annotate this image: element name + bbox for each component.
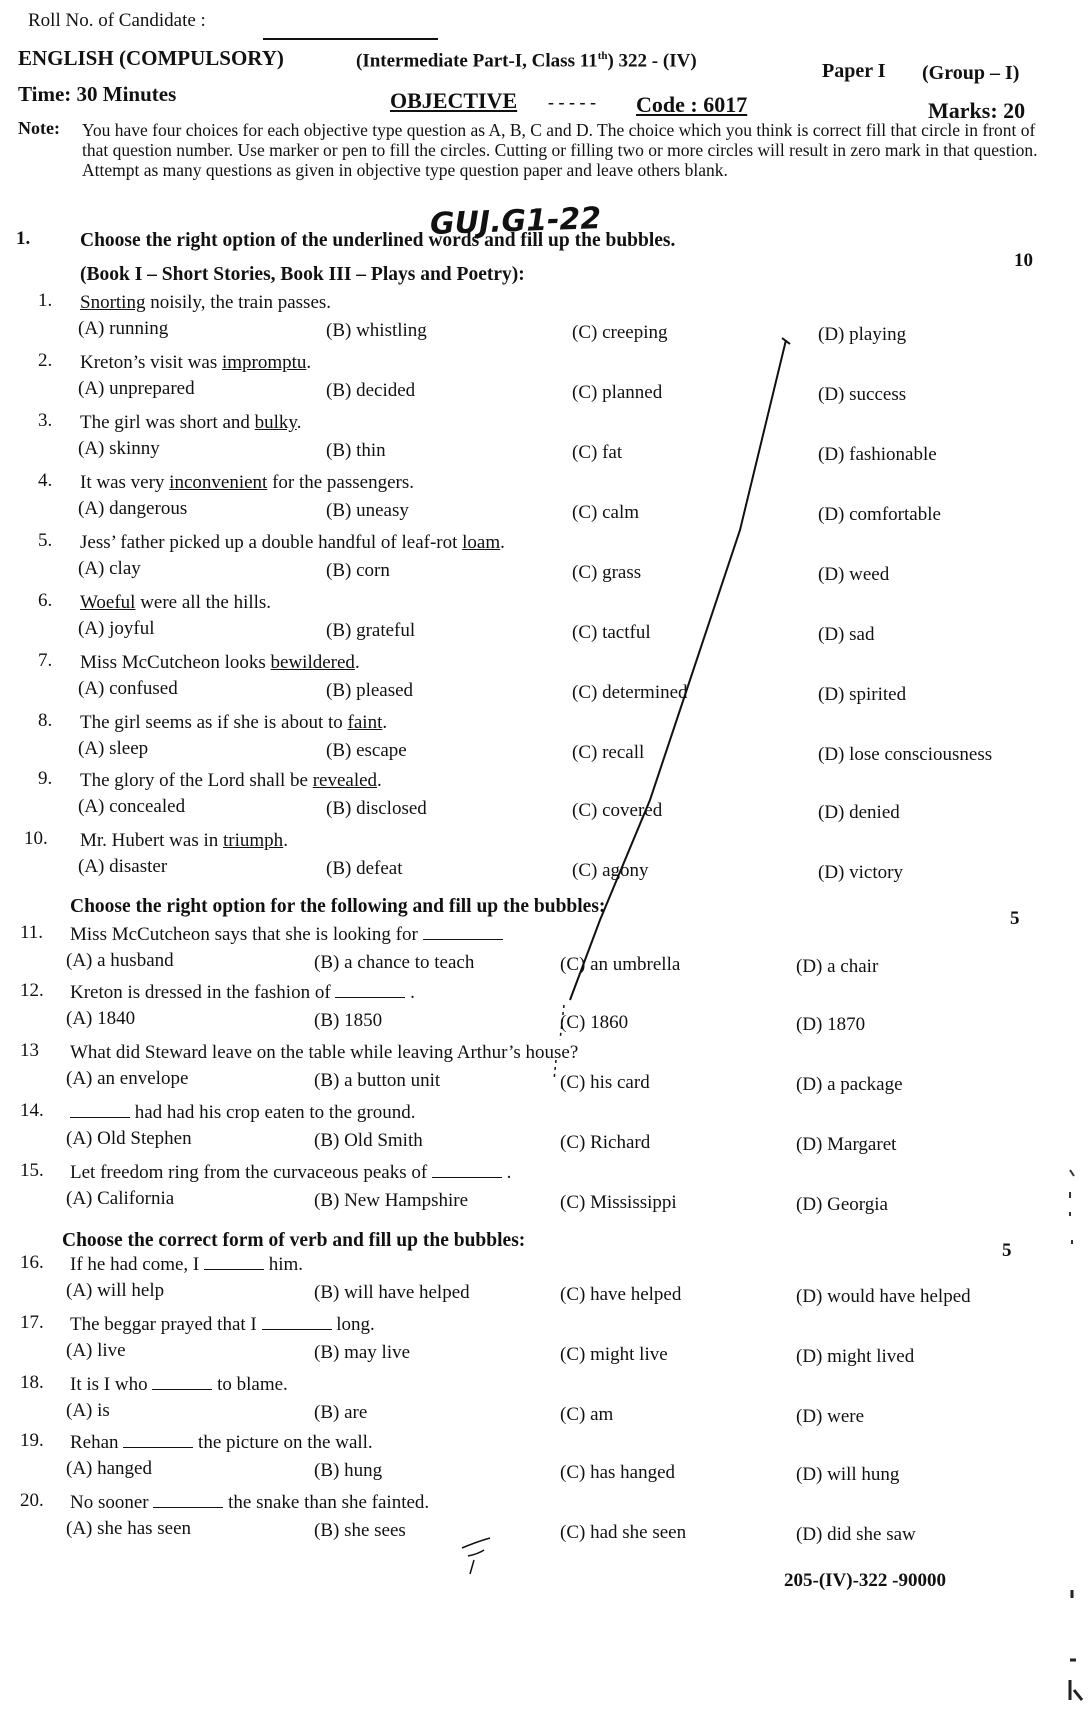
option-d[interactable]: (D) 1870: [796, 1014, 866, 1035]
option-c[interactable]: (C) agony: [572, 860, 649, 881]
option-d[interactable]: (D) might lived: [796, 1346, 915, 1367]
question-text-pre: Kreton’s visit was: [80, 352, 222, 373]
option-c[interactable]: (C) calm: [572, 502, 640, 523]
section1-marks: 10: [1014, 250, 1033, 271]
question-text-post: were all the hills.: [135, 592, 272, 613]
question-text-pre: The girl seems as if she is about to: [80, 712, 348, 733]
class-level-text: (Intermediate Part-I, Class 11: [356, 50, 598, 72]
option-b[interactable]: (B) thin: [326, 440, 386, 461]
question-text-post: the snake than she fainted.: [223, 1492, 430, 1513]
section1-heading: Choose the right option of the underlined words and fill up the bubbles.: [80, 230, 676, 251]
option-d[interactable]: (D) were: [796, 1406, 865, 1427]
option-b[interactable]: (B) will have helped: [314, 1282, 470, 1303]
option-d[interactable]: (D) playing: [818, 324, 907, 345]
option-a[interactable]: (A) is: [66, 1400, 110, 1421]
option-b[interactable]: (B) disclosed: [326, 798, 427, 819]
question-text-pre: Mr. Hubert was in: [80, 830, 224, 851]
question-text-post: him.: [264, 1254, 304, 1275]
question-text-pre: The girl was short and: [80, 412, 255, 433]
option-c[interactable]: (C) Richard: [560, 1132, 651, 1153]
option-c[interactable]: (C) grass: [572, 562, 642, 583]
underlined-word: Woeful: [80, 592, 136, 613]
section2-heading: Choose the right option for the following and fill up the bubbles:: [70, 896, 606, 917]
option-b[interactable]: (B) corn: [326, 560, 390, 581]
underlined-word: triumph: [223, 830, 284, 851]
underlined-word: Snorting: [80, 292, 146, 313]
handwritten-code: GUJ.G1-22: [429, 201, 602, 242]
question-text-pre: The glory of the Lord shall be: [80, 770, 313, 791]
question-number: 11.: [20, 922, 44, 943]
question-text-post: .: [283, 830, 288, 851]
note-text: You have four choices for each objective type question as A, B, C and D. The choice which you think is correct fill that circle in front of that question number. Use marker or pen to fill the circles. Cutting or filling two or more circles will result in zero mark in that question. Attempt as many questions as given in objective type question paper and leave others blank.: [82, 120, 1038, 180]
option-b[interactable]: (B) uneasy: [326, 500, 409, 521]
question-text-pre: What did Steward leave on the table while leaving Arthur’s house?: [70, 1042, 579, 1063]
option-b[interactable]: (B) are: [314, 1402, 368, 1423]
scan-corner-marks: [1070, 1590, 1082, 1700]
scan-edge-marks: [1070, 1170, 1074, 1244]
question-number: 10.: [24, 828, 48, 849]
question-number: 18.: [20, 1372, 44, 1393]
question-number: 19.: [20, 1430, 44, 1451]
question-text-post: had had his crop eaten to the ground.: [130, 1102, 416, 1123]
option-a[interactable]: (A) skinny: [78, 438, 160, 459]
question-number: 9.: [38, 768, 53, 789]
option-a[interactable]: (A) clay: [78, 558, 141, 579]
underlined-word: bulky: [254, 412, 297, 433]
option-d[interactable]: (D) victory: [818, 862, 903, 883]
option-d[interactable]: (D) will hung: [796, 1464, 900, 1485]
question-text-pre: Miss McCutcheon says that she is looking for: [70, 924, 423, 945]
question-text-pre: Miss McCutcheon looks: [80, 652, 271, 673]
option-d[interactable]: (D) sad: [818, 624, 875, 645]
question-text-pre: It was very: [80, 472, 170, 493]
question-text-post: to blame.: [212, 1374, 288, 1395]
option-a[interactable]: (A) live: [66, 1340, 126, 1361]
pen-stroke-dotted: [554, 1005, 564, 1080]
question-number: 12.: [20, 980, 44, 1001]
section-number: 1.: [16, 228, 31, 249]
underlined-word: faint: [347, 712, 383, 733]
underlined-word: loam: [462, 532, 501, 553]
option-a[interactable]: (A) concealed: [78, 796, 186, 817]
class-level-tail: ) 322 - (IV): [607, 50, 697, 72]
pen-stroke-line: [570, 340, 786, 1000]
option-d[interactable]: (D) denied: [818, 802, 900, 823]
question-text-post: .: [354, 652, 360, 673]
option-c[interactable]: (C) Mississippi: [560, 1192, 677, 1213]
code-label: Code : 6017: [636, 92, 748, 117]
question-number: 7.: [38, 650, 53, 671]
option-c[interactable]: (C) have helped: [560, 1284, 682, 1305]
section1-books: (Book I – Short Stories, Book III – Plays and Poetry):: [80, 264, 525, 285]
option-a[interactable]: (A) dangerous: [78, 498, 188, 519]
option-b[interactable]: (B) New Hampshire: [314, 1190, 469, 1211]
option-c[interactable]: (C) fat: [572, 442, 623, 463]
question-number: 20.: [20, 1490, 44, 1511]
question-number: 6.: [38, 590, 53, 611]
option-c[interactable]: (C) covered: [572, 800, 663, 821]
option-b[interactable]: (B) escape: [326, 740, 407, 761]
option-d[interactable]: (D) comfortable: [818, 504, 941, 525]
paper-label: Paper I: [822, 60, 886, 82]
footer-print-code: 205-(IV)-322 -90000: [784, 1570, 947, 1591]
question-text-post: .: [377, 770, 382, 791]
question-text-post: .: [382, 712, 388, 733]
option-c[interactable]: (C) recall: [572, 742, 645, 763]
group-label: (Group – I): [922, 62, 1020, 84]
option-b[interactable]: (B) hung: [314, 1460, 383, 1481]
time-label: Time: 30 Minutes: [18, 82, 177, 106]
option-a[interactable]: (A) unprepared: [78, 378, 195, 399]
question-number: 15.: [20, 1160, 44, 1181]
question-number: 1.: [38, 290, 53, 311]
option-c[interactable]: (C) tactful: [572, 622, 651, 643]
question-number: 14.: [20, 1100, 44, 1121]
option-c[interactable]: (C) creeping: [572, 322, 668, 343]
question-text-post: for the passengers.: [267, 472, 414, 493]
option-a[interactable]: (A) California: [66, 1188, 175, 1209]
objective-label: OBJECTIVE: [390, 88, 518, 113]
option-a[interactable]: (A) joyful: [78, 618, 155, 639]
option-c[interactable]: (C) am: [560, 1404, 614, 1425]
underlined-word: impromptu: [221, 352, 307, 373]
class-level-sup: th: [597, 50, 608, 62]
option-b[interactable]: (B) whistling: [326, 320, 427, 341]
question-number: 5.: [38, 530, 53, 551]
option-a[interactable]: (A) Old Stephen: [66, 1128, 192, 1149]
option-a[interactable]: (A) 1840: [66, 1008, 136, 1029]
question-text-pre: Let freedom ring from the curvaceous peaks of: [70, 1162, 432, 1183]
section3-heading: Choose the correct form of verb and fill up the bubbles:: [62, 1230, 526, 1251]
option-d[interactable]: (D) weed: [818, 564, 890, 585]
option-b[interactable]: (B) Old Smith: [314, 1130, 423, 1151]
question-text-pre: No sooner: [70, 1492, 154, 1513]
option-c[interactable]: (C) had she seen: [560, 1522, 687, 1543]
option-b[interactable]: (B) she sees: [314, 1520, 406, 1541]
question-text-pre: Jess’ father picked up a double handful of leaf-rot: [80, 532, 463, 553]
option-b[interactable]: (B) defeat: [326, 858, 403, 879]
option-b[interactable]: (B) decided: [326, 380, 416, 401]
question-text-pre: The beggar prayed that I: [70, 1314, 262, 1335]
option-d[interactable]: (D) Georgia: [796, 1194, 888, 1215]
header-dashes: - - - - -: [548, 92, 596, 112]
question-text-post: noisily, the train passes.: [145, 292, 332, 313]
option-d[interactable]: (D) a chair: [796, 956, 879, 977]
option-c[interactable]: (C) 1860: [560, 1012, 629, 1033]
option-d[interactable]: (D) Margaret: [796, 1134, 897, 1155]
option-a[interactable]: (A) a husband: [66, 950, 174, 971]
option-a[interactable]: (A) hanged: [66, 1458, 152, 1479]
underlined-word: inconvenient: [169, 472, 268, 493]
option-b[interactable]: (B) grateful: [326, 620, 416, 641]
option-d[interactable]: (D) did she saw: [796, 1524, 916, 1545]
option-a[interactable]: (A) sleep: [78, 738, 149, 759]
underlined-word: revealed: [312, 770, 378, 791]
question-text-post: .: [501, 1162, 512, 1183]
option-d[interactable]: (D) a package: [796, 1074, 903, 1095]
option-c[interactable]: (C) planned: [572, 382, 663, 403]
option-b[interactable]: (B) may live: [314, 1342, 411, 1363]
option-b[interactable]: (B) a button unit: [314, 1070, 441, 1091]
option-a[interactable]: (A) running: [78, 318, 169, 339]
section3-marks: 5: [1002, 1240, 1012, 1261]
question-text-post: .: [296, 412, 302, 433]
option-c[interactable]: (C) might live: [560, 1344, 668, 1365]
option-d[interactable]: (D) success: [818, 384, 907, 405]
option-a[interactable]: (A) an envelope: [66, 1068, 189, 1089]
question-text-pre: It is I who: [70, 1374, 153, 1395]
option-a[interactable]: (A) she has seen: [66, 1518, 192, 1539]
underlined-word: bewildered: [270, 652, 355, 673]
option-d[interactable]: (D) spirited: [818, 684, 907, 705]
question-number: 3.: [38, 410, 53, 431]
note-label: Note:: [18, 118, 60, 138]
option-d[interactable]: (D) fashionable: [818, 444, 937, 465]
option-b[interactable]: (B) a chance to teach: [314, 952, 475, 973]
question-number: 17.: [20, 1312, 44, 1333]
question-text-post: the picture on the wall.: [193, 1432, 373, 1453]
question-number: 4.: [38, 470, 53, 491]
question-number: 16.: [20, 1252, 44, 1273]
marks-label: Marks: 20: [928, 98, 1026, 123]
option-a[interactable]: (A) disaster: [78, 856, 168, 877]
option-d[interactable]: (D) would have helped: [796, 1286, 971, 1307]
option-b[interactable]: (B) 1850: [314, 1010, 383, 1031]
question-text-pre: Rehan: [70, 1432, 124, 1453]
option-a[interactable]: (A) confused: [78, 678, 178, 699]
question-text-pre: If he had come, I: [70, 1254, 204, 1275]
question-number: 13: [20, 1040, 39, 1061]
question-text-post: long.: [331, 1314, 375, 1335]
option-c[interactable]: (C) an umbrella: [560, 954, 681, 975]
question-text-post: .: [405, 982, 415, 1003]
option-c[interactable]: (C) his card: [560, 1072, 650, 1093]
section2-marks: 5: [1010, 908, 1020, 929]
option-d[interactable]: (D) lose consciousness: [818, 744, 993, 765]
option-a[interactable]: (A) will help: [66, 1280, 165, 1301]
pen-scribble: [462, 1538, 490, 1574]
question-text-post: .: [306, 352, 312, 373]
option-c[interactable]: (C) determined: [572, 682, 688, 703]
question-number: 8.: [38, 710, 53, 731]
subject-title: ENGLISH (COMPULSORY): [18, 46, 284, 70]
roll-number-label: Roll No. of Candidate :: [28, 10, 206, 31]
question-text-post: .: [500, 532, 505, 553]
option-c[interactable]: (C) has hanged: [560, 1462, 676, 1483]
option-b[interactable]: (B) pleased: [326, 680, 414, 701]
question-text-pre: Kreton is dressed in the fashion of: [70, 982, 336, 1003]
question-number: 2.: [38, 350, 53, 371]
